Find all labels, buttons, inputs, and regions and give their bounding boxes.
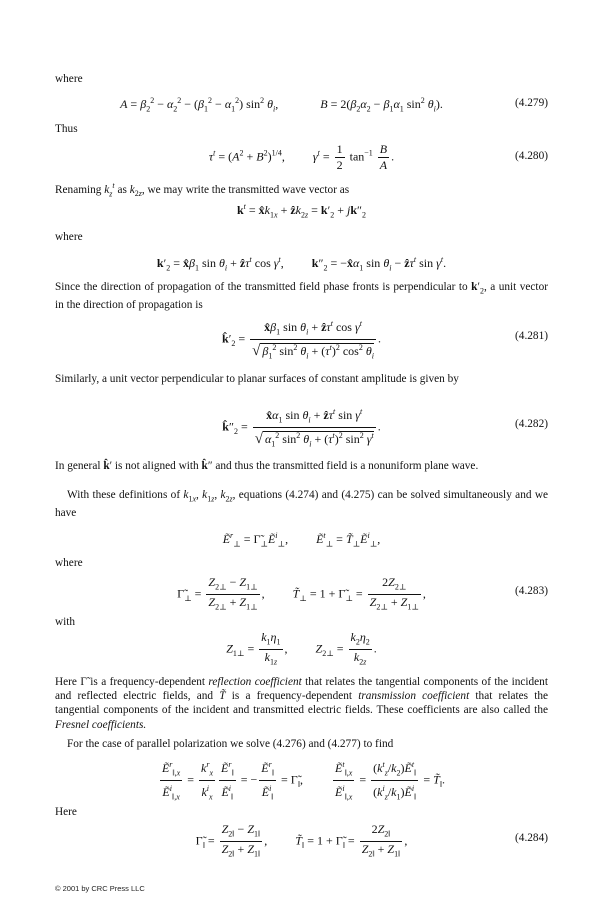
paragraph-with: with: [55, 616, 76, 628]
equation-number: (4.281): [515, 330, 548, 342]
equation-4-280: [55, 140, 548, 174]
paragraph-similarly: Similarly, a unit vector perpendicular to planar surfaces of constant amplitude is given by: [55, 373, 459, 385]
equation-4-280-body: $\tau^t = (A^2 + B^2)^{1/4}$, $\gamma^t$ = $\frac{1}{2}$ $\tan^{-1}$ $\frac{B}{A}$ .: [208, 142, 395, 172]
equation-wave-vector: $k^t$ = $x̂k_{1x}$ + ẑk$_{2z}$ = $k'_2 + jk''_2$: [236, 202, 367, 220]
paragraph-here-coefficients: Here Γ̃ is a frequency-dependent reflection coefficient that relates the tangential components of the incident and reflected electric fields, and T̃ is a frequency-dependent transmission coefficient that relates the tangential components of the incident and transmitted electric fields. These coefficients are also called the Fresnel coefficients.: [55, 676, 549, 731]
paragraph-in-general: In general k̂′ is not aligned with k̂″ and thus the transmitted field is a nonuniform plane wave.: [55, 460, 479, 472]
equation-4-283: $\Gammã_\perp$ = $\frac{Z_{2\perp} - Z_{1\perp}}{Z_{2\perp} + Z_{1\perp}}$ , $T̃_\perp = 1$ + $\Gammã_\perp$ = $\frac{2Z_{2\perp}}{Z_{2\perp} + Z_{1\perp}}$ , (4.283): [177, 575, 548, 612]
copyright-footer: © 2001 by CRC Press LLC: [55, 884, 145, 893]
paragraph-here-2: Here: [55, 806, 77, 818]
equation-number: (4.283): [515, 585, 548, 597]
equation-4-279-body: $A = \beta_2^2 - \alpha_2^2 - (\beta_1^2 - \alpha_1^2)$ $\sin^2 \theta_i$, $B = 2(\beta_2\alpha_2 - \beta_1\alpha_1$ $\sin^2 \theta_i$).: [120, 96, 443, 114]
equation-parallel-ratios: $\frac{Ẽ^r_{‖,x}}{Ẽ^i_{‖,x}}$ = $\frac{k^r_x}{k^i_x}$ $\frac{Ẽ^r_‖}{Ẽ^i_‖}$ = − $\frac{Ẽ^r_‖}{Ẽ^i_‖}$ = $\Gammã_‖$, $\frac{Ẽ^t_{‖,x}}{Ẽ^i_{‖,x}}$ = $\frac{(k^t_z/k_2)Ẽ^t_‖}{(k^i_z/k_1)Ẽ^i_‖}$ = $T̃_‖$.: [55, 757, 548, 797]
equation-impedance: $Z_{1\perp}$ = $\frac{k_1\eta_1}{k_{1z}}$ , $Z_{2\perp}$ = $\frac{k_2\eta_2}{k_{2z}}$ .: [226, 630, 377, 667]
equation-number: (4.279): [515, 97, 548, 109]
paragraph-renaming: Renaming $k_z^t$ as $k_{2z}$, we may write the transmitted wave vector as: [55, 181, 350, 199]
paragraph-where-2: where: [55, 231, 83, 243]
equation-number: (4.282): [515, 418, 548, 430]
paragraph-since: Since the direction of propagation of the transmitted field phase fronts is perpendicular to $k'_2$, a unit vector in the direction of propagation is: [55, 281, 548, 312]
paragraph-where-3: where: [55, 557, 83, 569]
paragraph-thus: Thus: [55, 123, 78, 135]
equation-k-components: $k'_2$ = $x̂\beta_1$ $\sin \theta_i$ + ẑτ$^t$ $\cos \gamma^t$, $k''_2$ = $-x̂\alpha_1$ $\sin \theta_i$ − ẑτ$^t$ $\sin \gamma^t$.: [156, 255, 447, 273]
equation-e-perp: Ẽ$^r_\perp$ = $\Gammã_\perp Ẽ^i_\perp$, Ẽ$^t_\perp$ = $T̃_\perp Ẽ^i_\perp$,: [222, 531, 381, 549]
equation-4-281: $k̂'_2$ = $\frac{x̂\beta_1 \sin \theta_i + ẑ\tau^t \cos \gamma^t}{√ \beta_1^2 \sin^2 \theta_i + (\tau^t)^2 \cos^2 \theta_i}$ . (4.281): [55, 316, 548, 360]
paragraph-where-1: where: [55, 73, 83, 85]
paragraph-with-definitions: With these definitions of $k_{1x}$, $k_{1z}$, $k_{2z}$, equations (4.274) and (4.275) can be solved simultaneously and we have: [55, 489, 549, 520]
equation-number: (4.280): [515, 150, 548, 162]
equation-4-279: [55, 96, 548, 114]
equation-number: (4.284): [515, 832, 548, 844]
equation-4-282: $k̂''_2$ = $\frac{x̂\alpha_1 \sin \theta_i + ẑ\tau^t \sin \gamma^t}{√ \alpha_1^2 \sin^2 \theta_i + (\tau^t)^2 \sin^2 \gamma^t}$ . (4.282): [55, 404, 548, 448]
equation-4-284: $\Gammã_‖$ = $\frac{Z_{2‖} - Z_{1‖}}{Z_{2‖} + Z_{1‖}}$ , $T̃_‖ = 1$ + $\Gammã_‖$ = $\frac{2Z_{2‖}}{Z_{2‖} + Z_{1‖}}$ , (4.284): [195, 822, 548, 859]
paragraph-parallel: For the case of parallel polarization we solve (4.276) and (4.277) to find: [67, 738, 394, 750]
